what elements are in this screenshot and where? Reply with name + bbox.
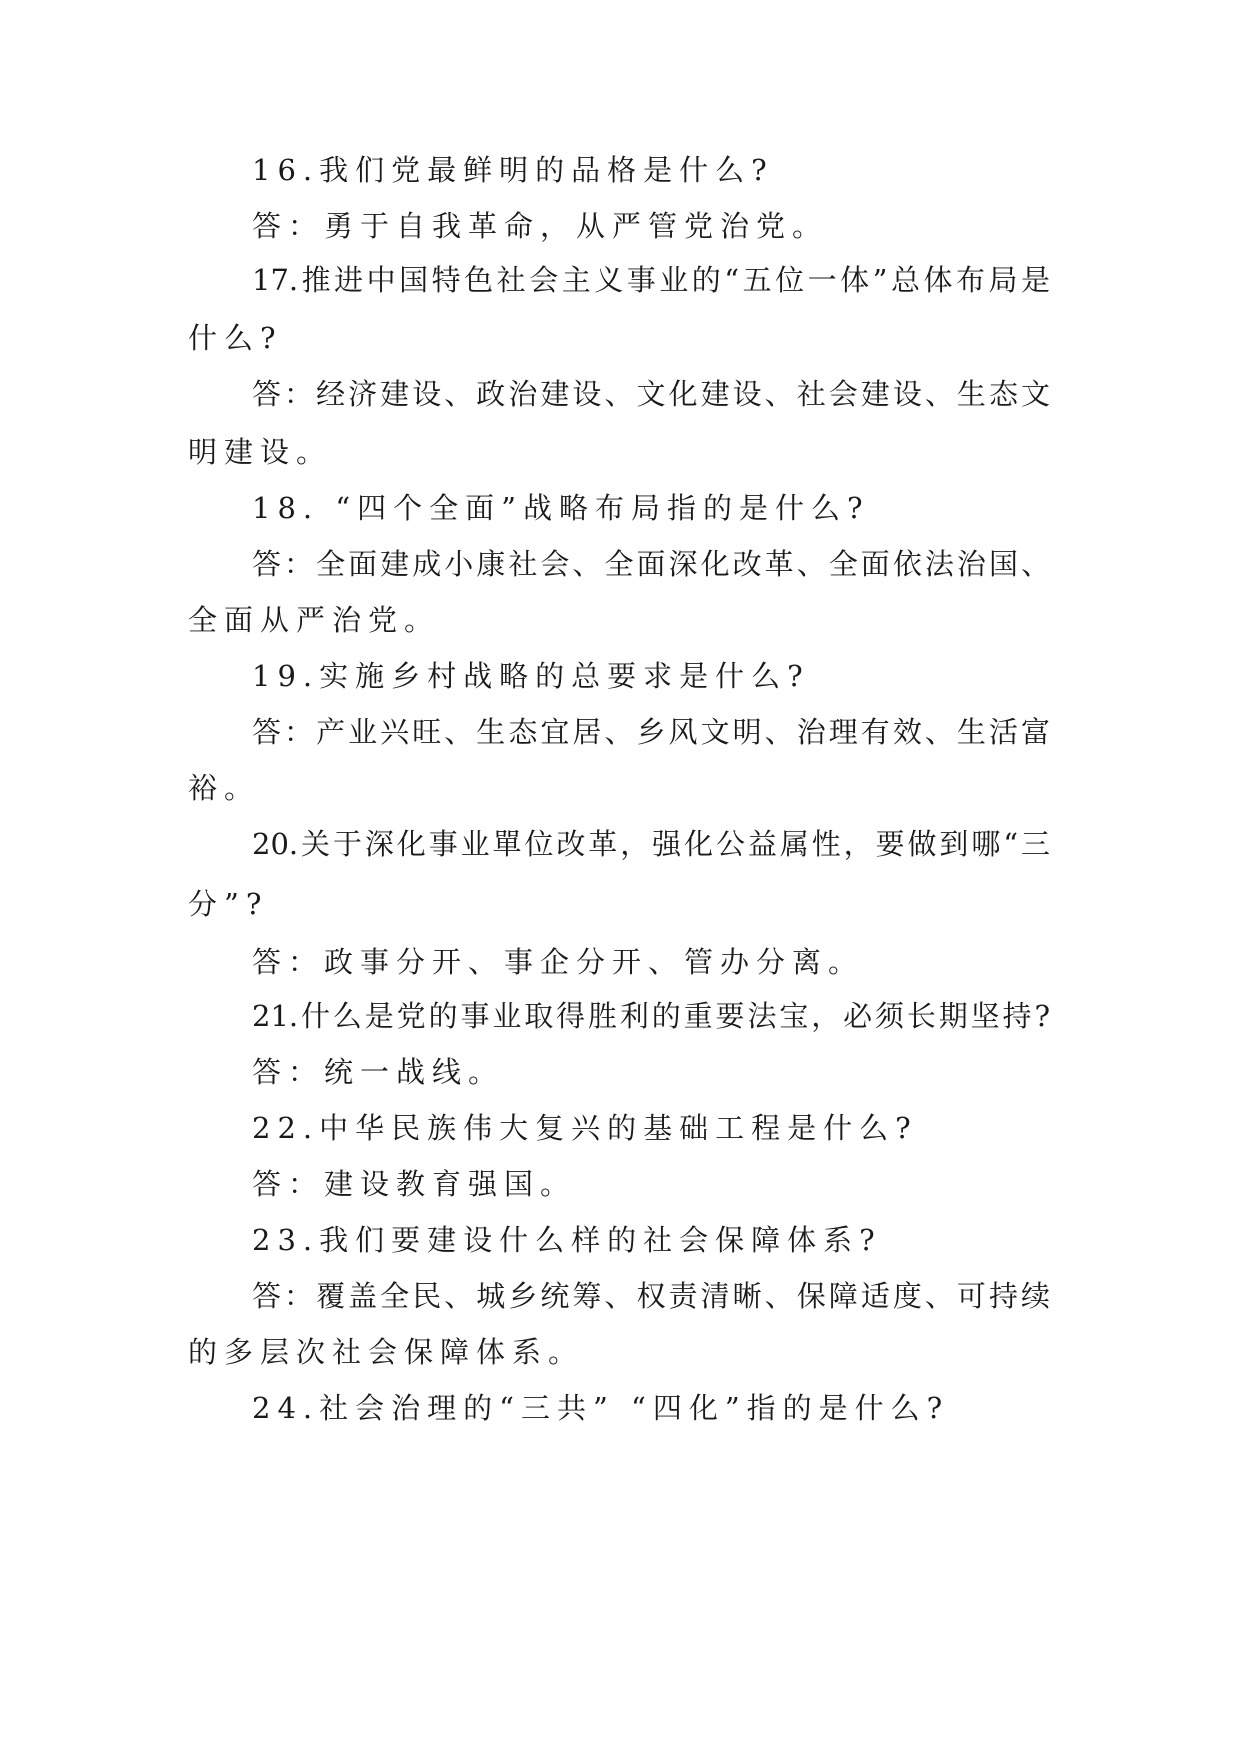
question-24: 24.社会治理的“三共” “四化”指的是什么? (252, 1391, 950, 1425)
answer-17: 答：经济建设、政治建设、文化建设、社会建设、生态文 (252, 377, 1050, 411)
answer-23: 答：覆盖全民、城乡统筹、权责清晰、保障适度、可持续 (252, 1279, 1050, 1313)
answer-20: 答：政事分开、事企分开、管办分离。 (252, 945, 865, 979)
answer-19: 答：产业兴旺、生态宜居、乡风文明、治理有效、生活富 (252, 715, 1050, 749)
question-20-continued: 分”? (188, 887, 269, 921)
answer-18: 答：全面建成小康社会、全面深化改革、全面依法治国、 (252, 547, 1050, 581)
question-18: 18. “四个全面”战略布局指的是什么? (252, 491, 870, 525)
question-17: 17.推进中国特色社会主义事业的“五位一体”总体布局是 (252, 263, 1050, 297)
answer-22: 答：建设教育强国。 (252, 1167, 577, 1201)
question-21: 21.什么是党的事业取得胜利的重要法宝，必须长期坚持? (252, 999, 1050, 1033)
question-16: 16.我们党最鲜明的品格是什么? (252, 153, 774, 187)
answer-23-continued: 的多层次社会保障体系。 (188, 1335, 585, 1369)
answer-19-continued: 裕。 (188, 771, 261, 805)
answer-21: 答：统一战线。 (252, 1055, 505, 1089)
answer-16: 答：勇于自我革命，从严管党治党。 (252, 209, 829, 243)
question-23: 23.我们要建设什么样的社会保障体系? (252, 1223, 882, 1257)
question-20: 20.关于深化事业單位改革，强化公益属性，要做到哪“三 (252, 827, 1050, 861)
question-22: 22.中华民族伟大复兴的基础工程是什么? (252, 1111, 918, 1145)
question-17-continued: 什么? (188, 321, 283, 355)
question-19: 19.实施乡村战略的总要求是什么? (252, 659, 810, 693)
answer-17-continued: 明建设。 (188, 435, 333, 469)
answer-18-continued: 全面从严治党。 (188, 603, 441, 637)
